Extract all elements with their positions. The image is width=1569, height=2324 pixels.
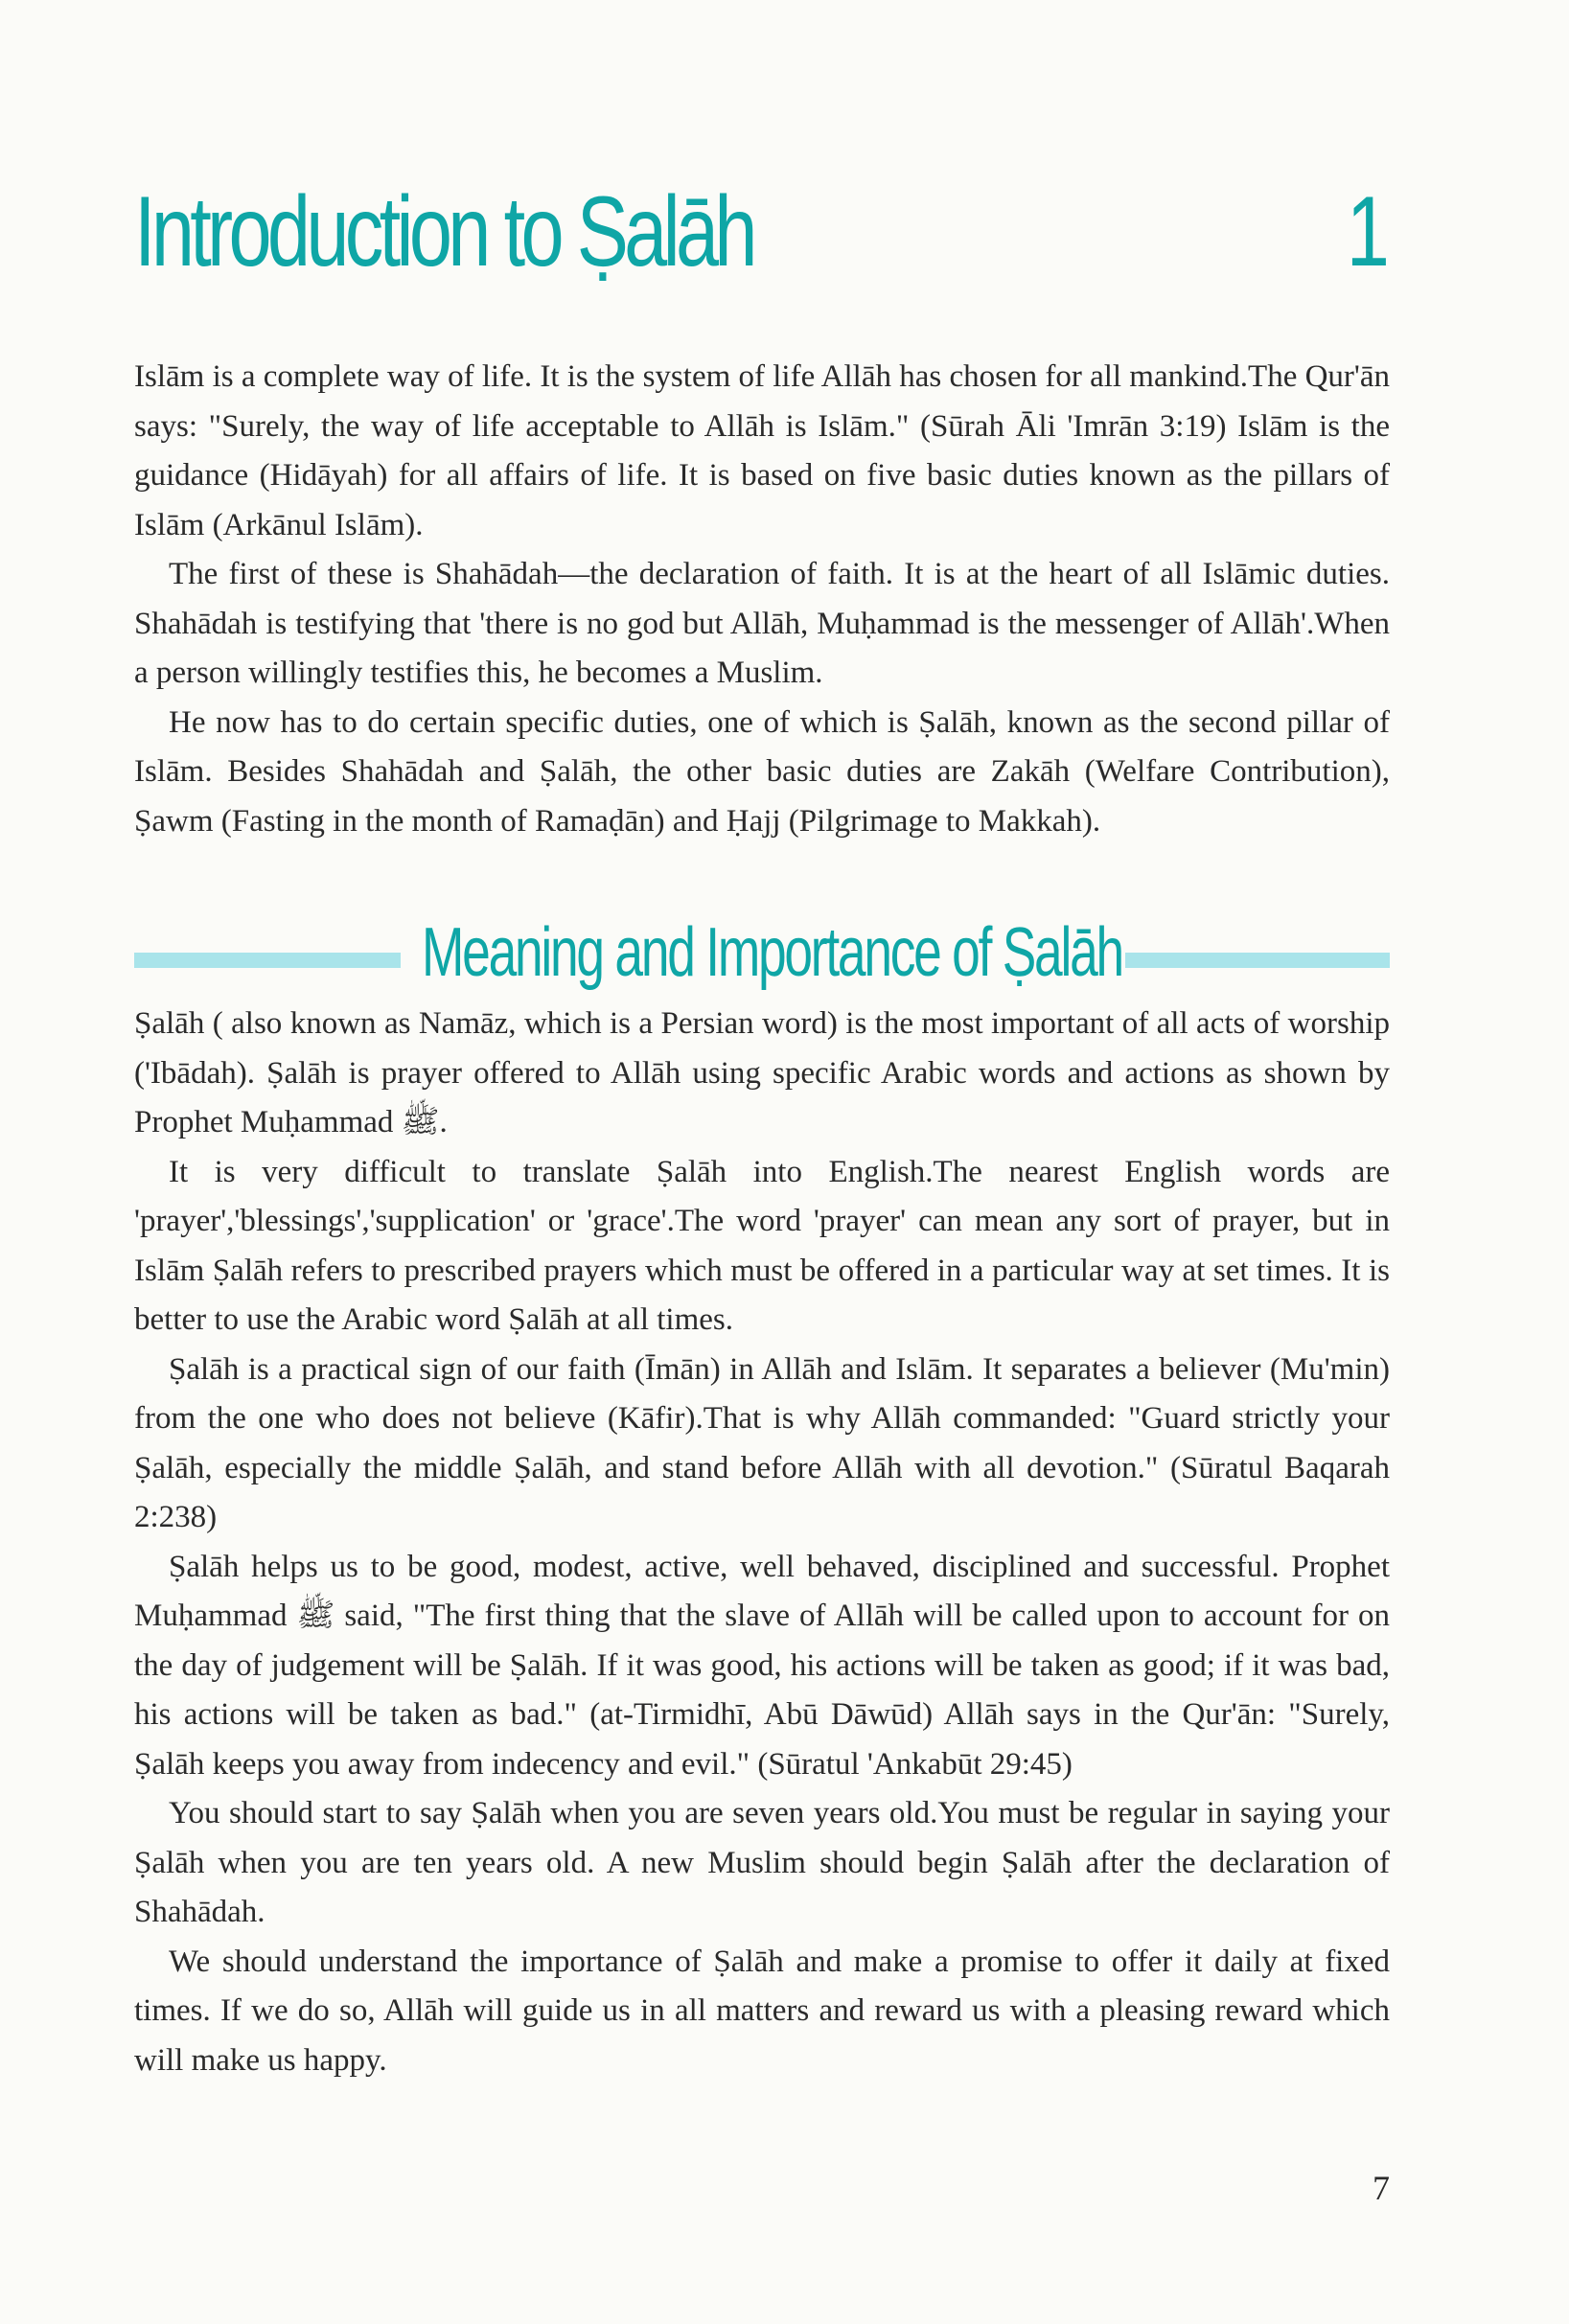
book-page	[134, 0, 1390, 2324]
intro-paragraph-1: Islām is a complete way of life. It is the system of life Allāh has chosen for all mankind.The Qur'ān says: "Surely, the way of life acceptable to Allāh is Islām." (Sūrah Āli 'Imrān 3:19) Islām is the guidance (Hidāyah) for all affairs of life. It is based on five basic duties known as the pillars of Islām (Arkānul Islām).	[134, 359, 1391, 542]
section-paragraph-6: We should understand the importance of Ṣalāh and make a promise to offer it daily at fixed times. If we do so, Allāh will guide us in all matters and reward us with a pleasing reward which will make us happy.	[134, 1944, 1390, 2078]
section-paragraph-5: You should start to say Ṣalāh when you are seven years old.You must be regular in saying your Ṣalāh when you are ten years old. A new Muslim should begin Ṣalāh after the declaration of Shahādah.	[134, 1796, 1390, 1929]
intro-paragraph-3: He now has to do certain specific duties, one of which is Ṣalāh, known as the second pillar of Islām. Besides Shahādah and Ṣalāh, the other basic duties are Zakāh (Welfare Contribution), Ṣawm (Fasting in the month of Ramaḍān) and Ḥajj (Pilgrimage to Makkah).	[134, 704, 1390, 839]
intro-text	[134, 353, 1390, 846]
section-heading	[134, 914, 1390, 1004]
chapter-number: 1	[1346, 176, 1390, 288]
heading-bar-right	[1125, 953, 1390, 968]
page-number: 7	[1373, 2169, 1390, 2207]
section-text	[134, 1000, 1390, 2085]
section-paragraph-1: Ṣalāh ( also known as Namāz, which is a Persian word) is the most important of all acts of worship ('Ibādah). Ṣalāh is prayer offered to Allāh using specific Arabic words and actions as shown by Prophet Muḥammad ﷺ.	[134, 1006, 1390, 1139]
chapter-title: Introduction to Ṣalāh	[134, 176, 753, 288]
section-paragraph-4: Ṣalāh helps us to be good, modest, active, well behaved, disciplined and successful. Prophet Muḥammad ﷺ said, "The first thing that the slave of Allāh will be called upon to account for on the day of judgement will be Ṣalāh. If it was good, his actions will be taken as good; if it was bad, his actions will be taken as bad." (at-Tirmidhī, Abū Dāwūd) Allāh says in the Qur'ān: "Surely, Ṣalāh keeps you away from indecency and evil." (Sūratul 'Ankabūt 29:45)	[134, 1549, 1390, 1782]
section-heading-text: Meaning and Importance of Ṣalāh	[422, 914, 1122, 991]
section-paragraph-2: It is very difficult to translate Ṣalāh into English.The nearest English words are 'prayer','blessings','supplication' or 'grace'.The word 'prayer' can mean any sort of prayer, but in Islām Ṣalāh refers to prescribed prayers which must be offered in a particular way at set times. It is better to use the Arabic word Ṣalāh at all times.	[134, 1154, 1390, 1337]
section-paragraph-3: Ṣalāh is a practical sign of our faith (Īmān) in Allāh and Islām. It separates a believer (Mu'min) from the one who does not believe (Kāfir).That is why Allāh commanded: "Guard strictly your Ṣalāh, especially the middle Ṣalāh, and stand before Allāh with all devotion." (Sūratul Baqarah 2:238)	[134, 1351, 1390, 1534]
heading-bar-left	[134, 953, 401, 968]
intro-paragraph-2: The first of these is Shahādah—the declaration of faith. It is at the heart of all Islāmic duties. Shahādah is testifying that 'there is no god but Allāh, Muḥammad is the messenger of Allāh'.When a person willingly testifies this, he becomes a Muslim.	[134, 557, 1390, 690]
